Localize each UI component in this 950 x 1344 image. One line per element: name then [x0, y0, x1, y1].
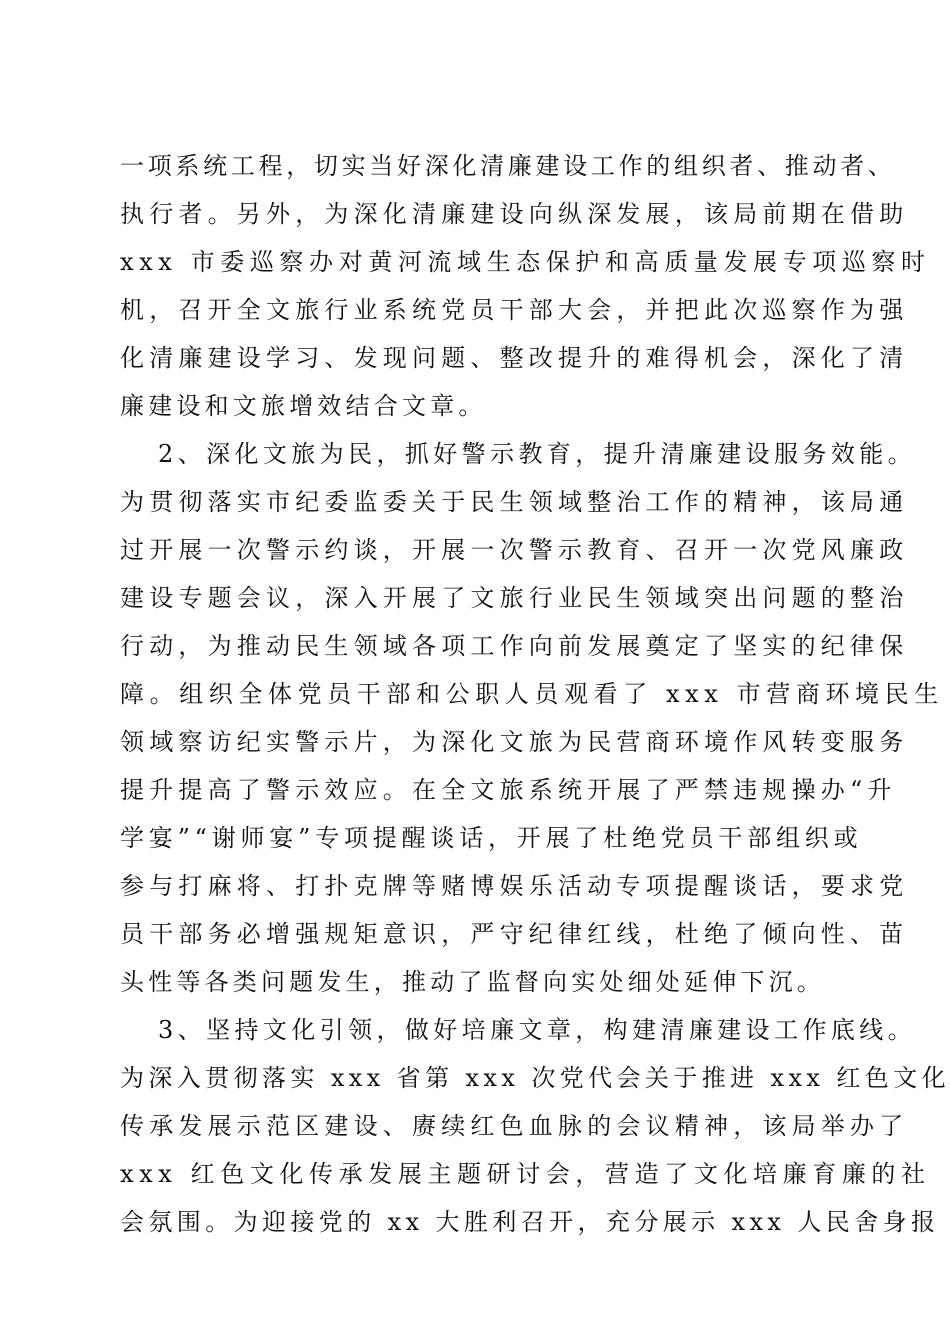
text-line: 提升提高了警示效应。在全文旅系统开展了严禁违规操办“升 [120, 776, 897, 804]
text-line: 过开展一次警示约谈，开展一次警示教育、召开一次党风廉政 [120, 536, 909, 564]
text-line: 为深入贯彻落实 xxx 省第 xxx 次党代会关于推进 xxx 红色文化 [120, 1064, 950, 1092]
text-line: 为贯彻落实市纪委监委关于民生领域整治工作的精神，该局通 [120, 488, 909, 516]
text-line: xxx 红色文化传承发展主题研讨会，营造了文化培廉育廉的社 [120, 1160, 931, 1188]
text-line: 建设专题会议，深入开展了文旅行业民生领域突出问题的整治 [120, 584, 909, 612]
text-line: 会氛围。为迎接党的 xx 大胜利召开，充分展示 xxx 人民舍身报 [120, 1208, 940, 1236]
text-line: 机，召开全文旅行业系统党员干部大会，并把此次巡察作为强 [120, 296, 909, 324]
text-line: 一项系统工程，切实当好深化清廉建设工作的组织者、推动者、 [120, 152, 896, 180]
text-line: 廉建设和文旅增效结合文章。 [120, 392, 487, 420]
text-line: 传承发展示范区建设、赓续红色血脉的会议精神，该局举办了 [120, 1112, 909, 1140]
text-line: 执行者。另外，为深化清廉建设向纵深发展，该局前期在借助 [120, 200, 909, 228]
text-line: 行动，为推动民生领域各项工作向前发展奠定了坚实的纪律保 [120, 632, 909, 660]
text-line: 员干部务必增强规矩意识，严守纪律红线，杜绝了倾向性、苗 [120, 920, 909, 948]
text-line: 障。组织全体党员干部和公职人员观看了 xxx 市营商环境民生 [120, 680, 944, 708]
text-line: 参与打麻将、打扑克牌等赌博娱乐活动专项提醒谈话，要求党 [120, 872, 909, 900]
text-line: 学宴”“谢师宴”专项提醒谈话，开展了杜绝党员干部组织或 [120, 824, 863, 852]
paragraph-heading: 3、坚持文化引领，做好培廉文章，构建清廉建设工作底线。 [158, 1016, 917, 1044]
text-line: 领域察访纪实警示片，为深化文旅为民营商环境作风转变服务 [120, 728, 909, 756]
text-line: 化清廉建设学习、发现问题、整改提升的难得机会，深化了清 [120, 344, 909, 372]
paragraph-heading: 2、深化文旅为民，抓好警示教育，提升清廉建设服务效能。 [158, 440, 917, 468]
text-line: xxx 市委巡察办对黄河流域生态保护和高质量发展专项巡察时 [120, 248, 931, 276]
text-line: 头性等各类问题发生，推动了监督向实处细处延伸下沉。 [120, 968, 825, 996]
body-text [120, 142, 950, 1246]
